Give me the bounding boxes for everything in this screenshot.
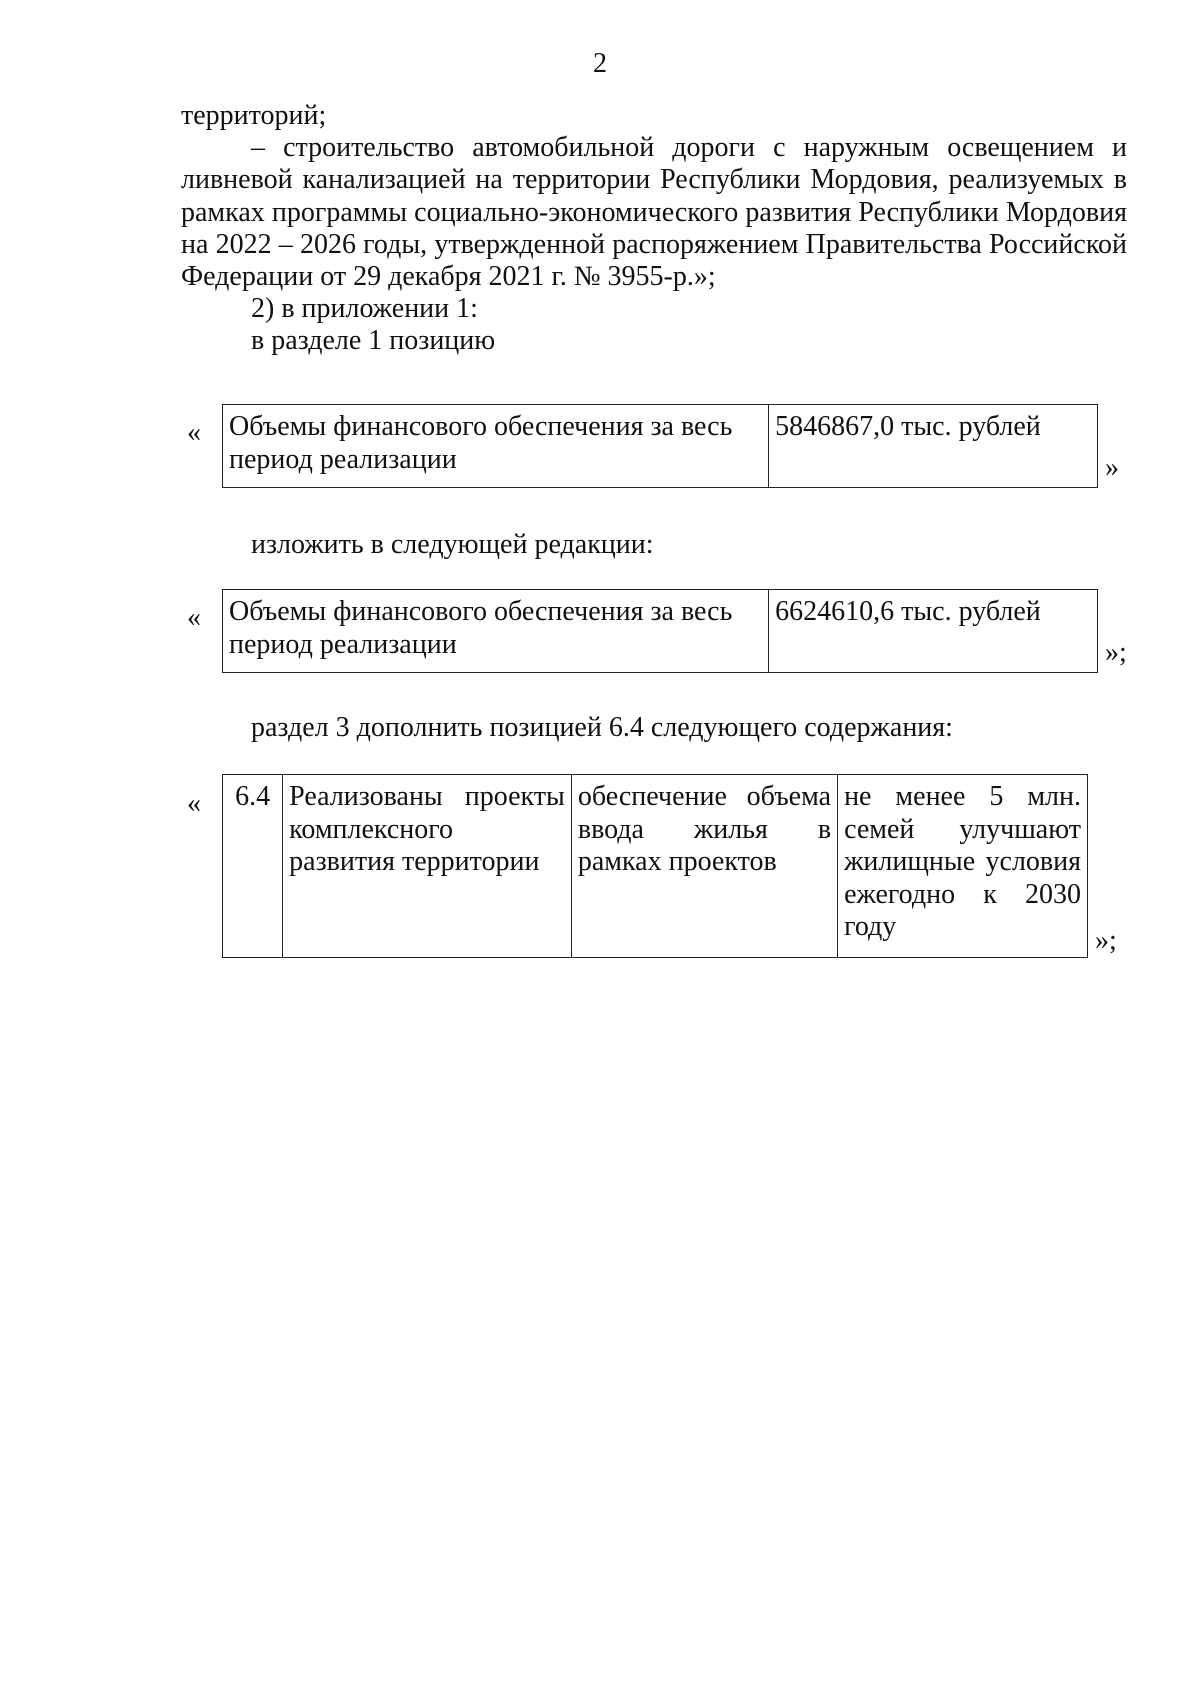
restate-text bbox=[181, 529, 1127, 561]
new-position-table bbox=[222, 589, 1098, 673]
section3-line: раздел 3 дополнить позицией 6.4 следующего содержания: bbox=[251, 712, 953, 743]
old-close-quote: » bbox=[1105, 452, 1119, 483]
table-row bbox=[223, 775, 1088, 958]
pos64-open-quote: « bbox=[187, 788, 201, 819]
line-territories: территорий; bbox=[181, 100, 327, 131]
section3-text bbox=[181, 712, 1127, 744]
new-label-cell: Объемы финансового обеспечения за весь период реализации bbox=[223, 590, 769, 673]
pos64-result-cell: Реализованы проекты комплексного развития территории bbox=[283, 775, 572, 958]
section-line: в разделе 1 позицию bbox=[251, 325, 496, 357]
old-label-cell: Объемы финансового обеспечения за весь период реализации bbox=[223, 405, 769, 488]
page-number: 2 bbox=[593, 48, 607, 79]
position-64-table bbox=[222, 774, 1088, 958]
old-value-cell: 5846867,0 тыс. рублей bbox=[769, 405, 1098, 488]
pos64-target-cell: не менее 5 млн. семей улучшают жилищные условия ежегодно к 2030 году bbox=[838, 775, 1088, 958]
new-close-quote: »; bbox=[1105, 637, 1127, 668]
new-value-cell: 6624610,6 тыс. рублей bbox=[769, 590, 1098, 673]
appendix-line: 2) в приложении 1: bbox=[251, 293, 478, 325]
pos64-number-cell: 6.4 bbox=[223, 775, 283, 958]
road-paragraph: – строительство автомобильной дороги с наружным освещением и ливневой канализацией на территории Республики Мордовия, реализуемых в рамках программы социально-экономического развития Республики Мордовия на 2022 – 2026 годы, утвержденной распоряжением Правительства Российской Федерации от 29 декабря 2021 г. № 3955-р.»; bbox=[181, 132, 1127, 293]
old-position-table bbox=[222, 404, 1098, 488]
new-open-quote: « bbox=[187, 602, 201, 633]
pos64-close-quote: »; bbox=[1095, 925, 1117, 956]
restate-line: изложить в следующей редакции: bbox=[251, 529, 654, 560]
intro-text bbox=[181, 100, 1127, 358]
table-row bbox=[223, 405, 1098, 488]
pos64-indicator-cell: обеспечение объема ввода жилья в рамках проектов bbox=[571, 775, 837, 958]
old-open-quote: « bbox=[187, 417, 201, 448]
table-row bbox=[223, 590, 1098, 673]
